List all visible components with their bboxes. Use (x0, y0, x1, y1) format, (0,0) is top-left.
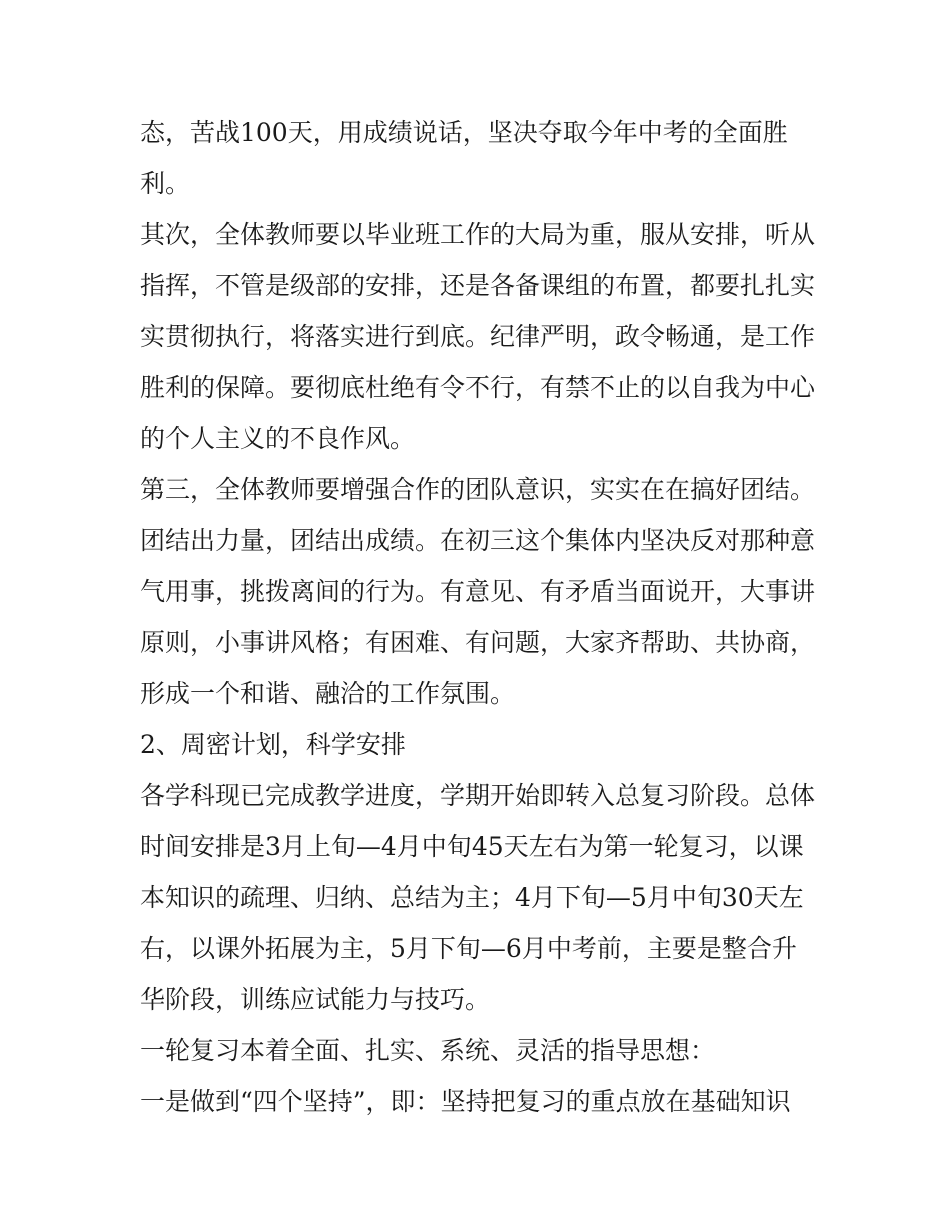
text-line: 华阶段，训练应试能力与技巧。 (140, 985, 491, 1014)
text-line: 利。 (140, 169, 191, 198)
body-text (140, 107, 830, 1127)
text-line: 第三，全体教师要增强合作的团队意识，实实在在搞好团结。 (140, 475, 816, 504)
text-line: 团结出力量，团结出成绩。在初三这个集体内坚决反对那种意 (140, 526, 816, 555)
text-line: 的个人主义的不良作风。 (140, 424, 416, 453)
section-heading: 2、周密计划，科学安排 (140, 730, 406, 759)
text-line: 本知识的疏理、归纳、总结为主；4月下旬—5月中旬30天左 (140, 883, 804, 912)
text-line: 时间安排是3月上旬—4月中旬45天左右为第一轮复习，以课 (140, 832, 804, 861)
text-line: 形成一个和谐、融洽的工作氛围。 (140, 679, 516, 708)
text-line: 指挥，不管是级部的安排，还是各备课组的布置，都要扎扎实 (140, 271, 816, 300)
text-line: 右，以课外拓展为主，5月下旬—6月中考前，主要是整合升 (140, 934, 797, 963)
text-line: 胜利的保障。要彻底杜绝有令不行，有禁不止的以自我为中心 (140, 373, 816, 402)
text-line: 各学科现已完成教学进度，学期开始即转入总复习阶段。总体 (140, 781, 816, 810)
text-line: 态，苦战100天，用成绩说话，坚决夺取今年中考的全面胜 (140, 118, 788, 147)
text-line: 实贯彻执行，将落实进行到底。纪律严明，政令畅通，是工作 (140, 322, 816, 351)
text-line: 一轮复习本着全面、扎实、系统、灵活的指导思想： (140, 1036, 716, 1065)
text-line: 一是做到“四个坚持”，即：坚持把复习的重点放在基础知识 (140, 1087, 791, 1116)
text-line: 其次，全体教师要以毕业班工作的大局为重，服从安排，听从 (140, 220, 816, 249)
text-line: 气用事，挑拨离间的行为。有意见、有矛盾当面说开，大事讲 (140, 577, 816, 606)
text-line: 原则，小事讲风格；有困难、有问题，大家齐帮助、共协商， (140, 628, 816, 657)
